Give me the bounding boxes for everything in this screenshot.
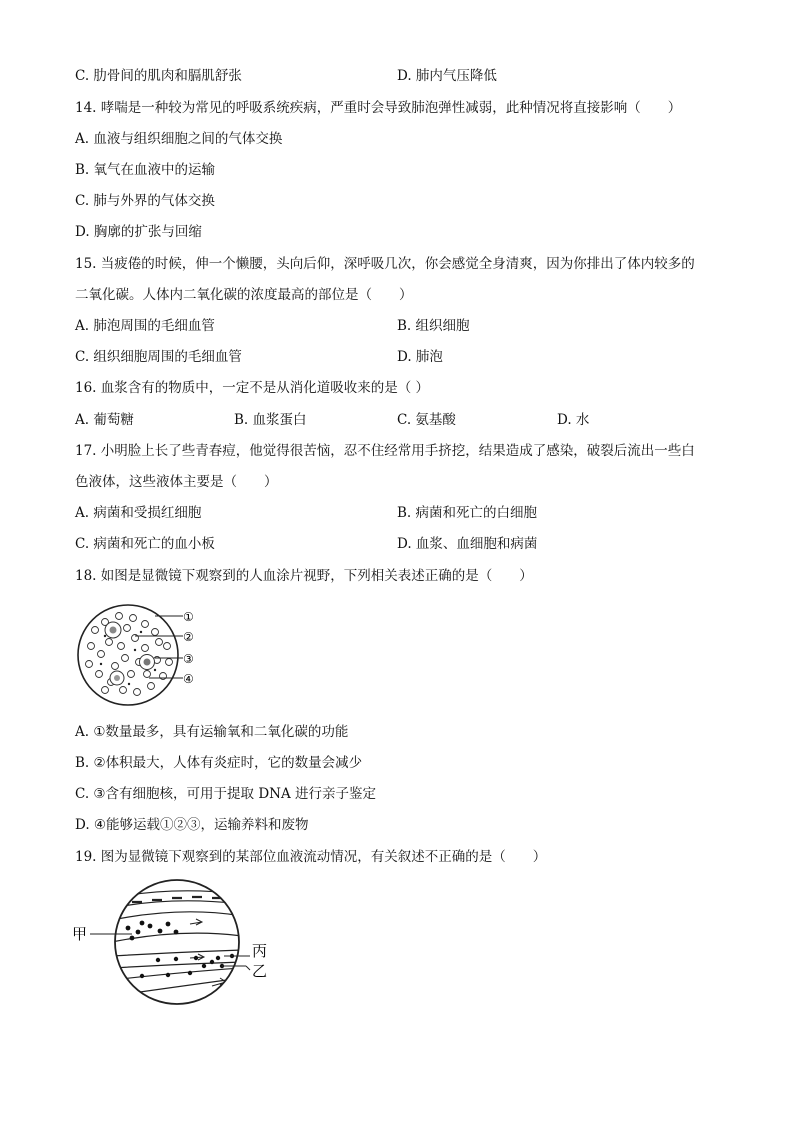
q15-option-b: B. 组织细胞 (397, 318, 470, 334)
q13-option-d: D. 肺内气压降低 (397, 68, 497, 84)
q16-stem: 16. 血浆含有的物质中，一定不是从消化道吸收来的是（ ） (75, 380, 430, 396)
q18-option-d: D. ④能够运载①②③，运输养料和废物 (75, 817, 309, 833)
blood-flow-figure (72, 876, 282, 1016)
label-yi: 乙 (252, 962, 268, 980)
q16-option-a: A. 葡萄糖 (75, 412, 134, 428)
q16-option-b: B. 血浆蛋白 (234, 412, 307, 428)
q17-option-d: D. 血浆、血细胞和病菌 (397, 536, 538, 552)
q17-option-c: C. 病菌和死亡的血小板 (75, 536, 215, 552)
label-jia: 甲 (72, 925, 88, 943)
q15-option-c: C. 组织细胞周围的毛细血管 (75, 349, 242, 365)
q15-option-d: D. 肺泡 (397, 349, 443, 365)
q14-option-a: A. 血液与组织细胞之间的气体交换 (75, 131, 283, 147)
q18-option-b: B. ②体积最大，人体有炎症时，它的数量会减少 (75, 755, 363, 771)
q14-stem: 14. 哮喘是一种较为常见的呼吸系统疾病，严重时会导致肺泡弹性减弱，此种情况将直接影响（ ） (75, 100, 682, 116)
q16-option-c: C. 氨基酸 (397, 412, 456, 428)
label-2: ② (183, 630, 194, 644)
q18-stem: 18. 如图是显微镜下观察到的人血涂片视野，下列相关表述正确的是（ ） (75, 568, 533, 584)
q17-stem-line1: 17. 小明脸上长了些青春痘，他觉得很苦恼，忍不住经常用手挤挖，结果造成了感染，破裂后流出一些白 (75, 443, 695, 459)
q14-option-b: B. 氧气在血液中的运输 (75, 162, 216, 178)
microscope-field (78, 605, 178, 705)
q15-stem-line2: 二氧化碳。人体内二氧化碳的浓度最高的部位是（ ） (75, 287, 413, 303)
q17-stem-line2: 色液体，这些液体主要是（ ） (75, 474, 278, 490)
label-3: ③ (183, 652, 194, 666)
q15-stem-line1: 15. 当疲倦的时候，伸一个懒腰，头向后仰，深呼吸几次，你会感觉全身清爽，因为你排出了体内较多的 (75, 256, 695, 272)
q15-option-a: A. 肺泡周围的毛细血管 (75, 318, 215, 334)
blood-smear-figure (75, 602, 225, 712)
q17-option-b: B. 病菌和死亡的白细胞 (397, 505, 538, 521)
q16-option-d: D. 水 (557, 412, 590, 428)
q18-option-c: C. ③含有细胞核，可用于提取 DNA 进行亲子鉴定 (75, 786, 377, 802)
q14-option-c: C. 肺与外界的气体交换 (75, 193, 215, 209)
q17-option-a: A. 病菌和受损红细胞 (75, 505, 202, 521)
label-4: ④ (183, 672, 194, 686)
q14-option-d: D. 胸廓的扩张与回缩 (75, 224, 202, 240)
label-bing: 丙 (252, 942, 268, 960)
q19-stem: 19. 图为显微镜下观察到的某部位血液流动情况，有关叙述不正确的是（ ） (75, 849, 547, 865)
label-1: ① (183, 610, 194, 624)
q18-option-a: A. ①数量最多，具有运输氧和二氧化碳的功能 (75, 724, 349, 740)
q13-option-c: C. 肋骨间的肌肉和膈肌舒张 (75, 68, 242, 84)
